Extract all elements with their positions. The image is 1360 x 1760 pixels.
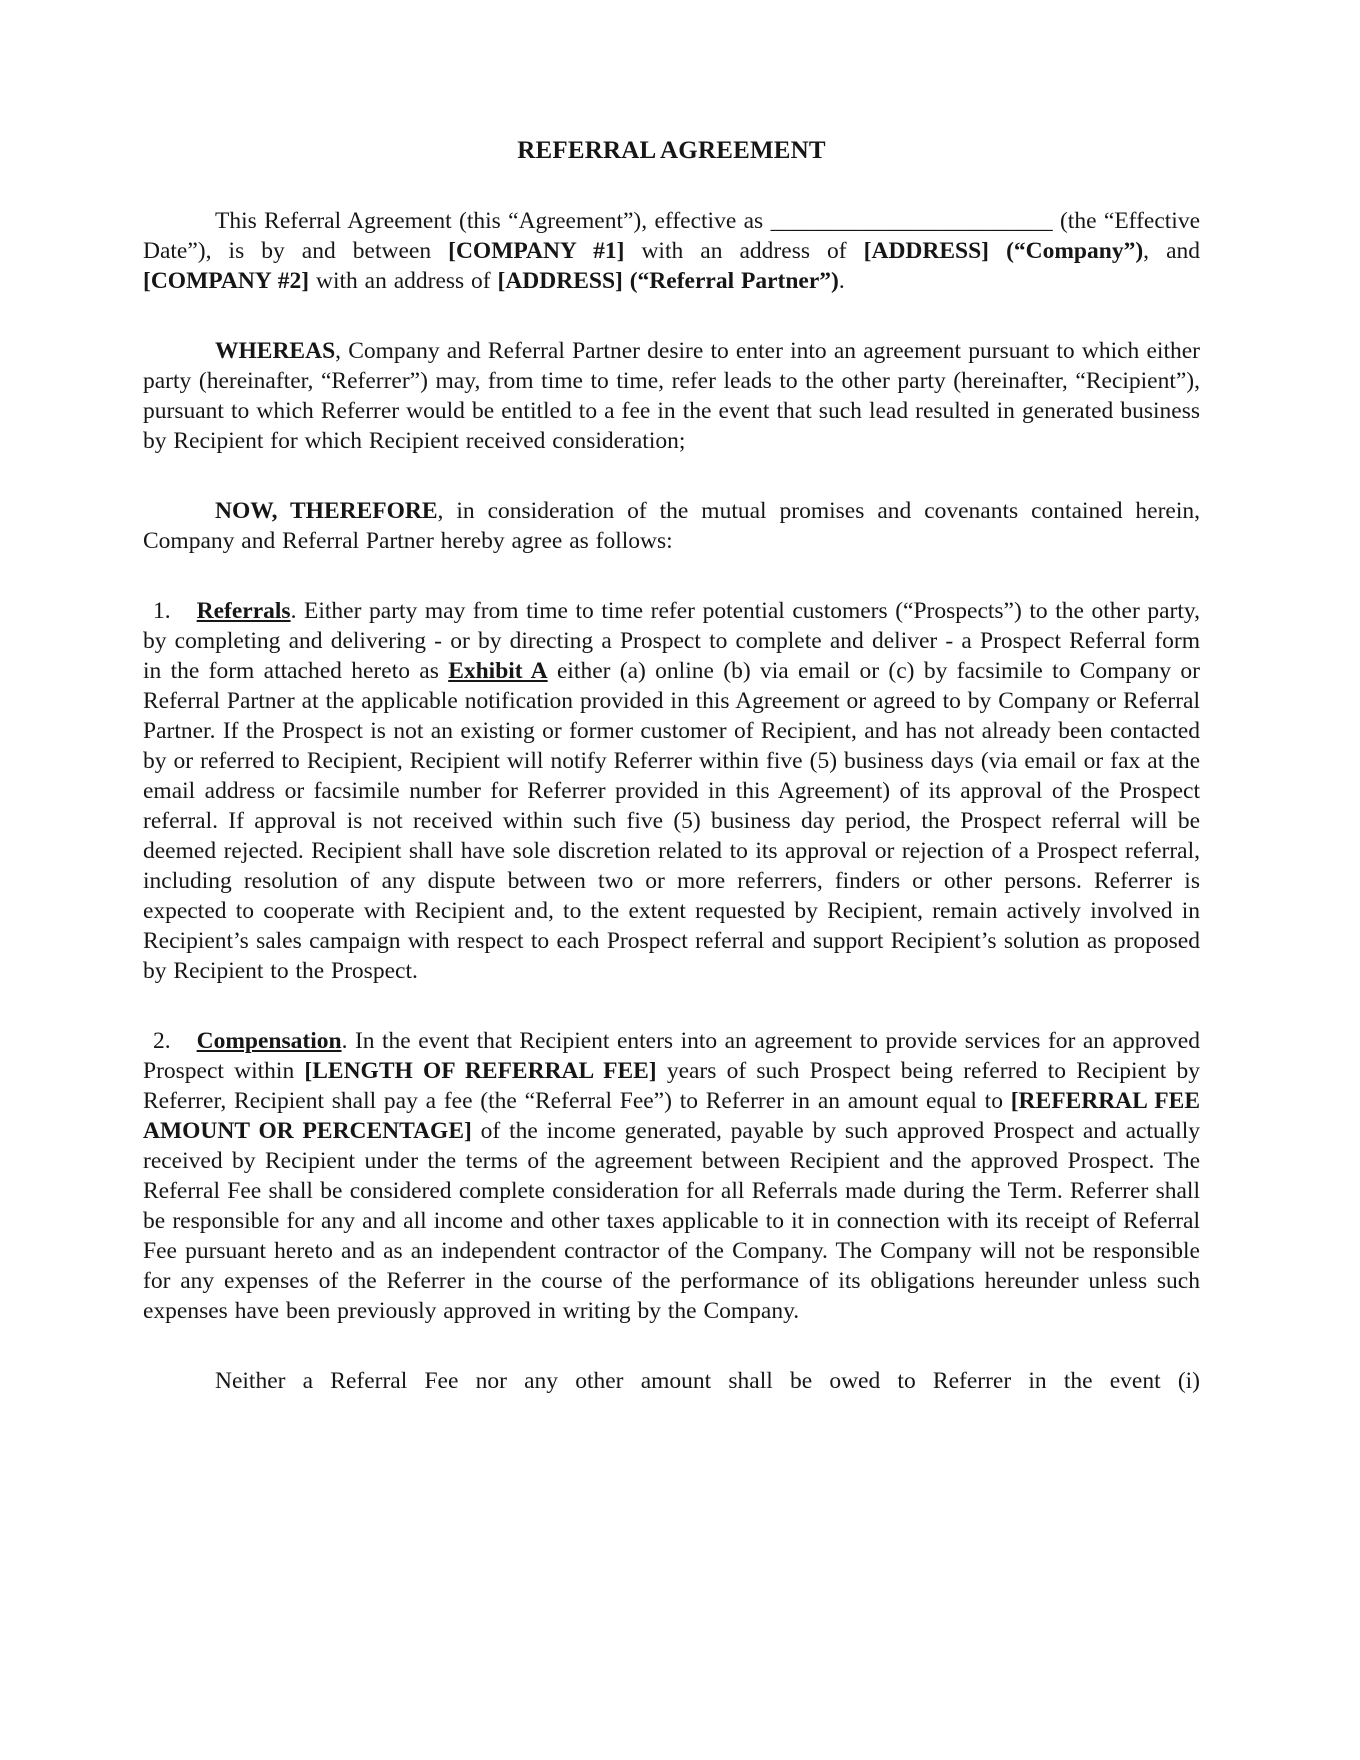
- placeholder-company-1: [COMPANY #1]: [448, 238, 625, 264]
- text-run: with an address of: [624, 238, 864, 264]
- text-run: [989, 238, 1006, 264]
- placeholder-referral-fee-amount: [REFERRAL FEE AMOUNT OR PERCENTAGE]: [143, 1088, 1200, 1144]
- document-body: [143, 206, 1200, 1396]
- text-run: . In the event that Recipient enters into an agreement to provide services for an approved Prospect within: [143, 1028, 1200, 1084]
- whereas-keyword: WHEREAS: [215, 338, 336, 364]
- text-run: , in consideration of the mutual promises and covenants contained herein, Company and Referral Partner hereby agree as follows:: [143, 498, 1200, 554]
- text-run: (the “Effective Date”), is by and between: [143, 208, 1201, 264]
- placeholder-address-1: [ADDRESS]: [863, 238, 990, 264]
- whereas-paragraph: [143, 336, 1200, 456]
- text-run: of the income generated, payable by such approved Prospect and actually received by Recipient under the terms of the agreement between Recipient and the approved Prospect. The Referral Fee shall be considered complete consideration for all Referrals made during the Term. Referrer shall be responsible for any and all income and other taxes applicable to it in connection with its receipt of Referral Fee pursuant hereto and as an independent contractor of the Company. The Company will not be responsible for any expenses of the Referrer in the course of the performance of its obligations hereunder unless such expenses have been previously approved in writing by the Company.: [143, 1118, 1200, 1324]
- defined-term-company: (“Company”): [1006, 238, 1144, 264]
- section-heading-referrals: Referrals: [196, 598, 291, 624]
- exhibit-a-reference: Exhibit A: [448, 658, 548, 684]
- text-run: years of such Prospect being referred to Recipient by Referrer, Recipient shall pay a fee (the “Referral Fee”) to Referrer in an amount equal to: [143, 1058, 1200, 1114]
- text-run: with an address of: [309, 268, 498, 294]
- continuation-paragraph: [143, 1366, 1200, 1396]
- placeholder-length-of-referral-fee: [LENGTH OF REFERRAL FEE]: [304, 1058, 657, 1084]
- text-run: Neither a Referral Fee nor any other amount shall be owed to Referrer in the event (i): [215, 1368, 1200, 1394]
- document-title: REFERRAL AGREEMENT: [517, 137, 826, 164]
- list-number-1: 1.: [153, 598, 171, 624]
- effective-date-blank: ________________________: [770, 208, 1053, 234]
- placeholder-address-2: [ADDRESS] (“Referral Partner”): [497, 268, 839, 294]
- text-run: , Company and Referral Partner desire to enter into an agreement pursuant to which either party (hereinafter, “Referrer”) may, from time to time, refer leads to the other party (hereinafter, “Recipient”), pursuant to which Referrer would be entitled to a fee in the event that such lead resulted in generated business by Recipient for which Recipient received consideration;: [143, 338, 1200, 454]
- text-run: , and: [1143, 238, 1201, 264]
- placeholder-company-2: [COMPANY #2]: [143, 268, 310, 294]
- section-heading-compensation: Compensation: [196, 1028, 342, 1054]
- text-run: . Either party may from time to time refer potential customers (“Prospects”) to the other party, by completing and delivering - or by directing a Prospect to complete and deliver - a Prospect Referral form in the form attached hereto as: [143, 598, 1200, 684]
- now-therefore-keyword: NOW, THEREFORE: [215, 498, 438, 524]
- now-therefore-paragraph: [143, 496, 1200, 556]
- text-run: .: [838, 268, 845, 294]
- section-2-compensation: [143, 1026, 1200, 1326]
- text-run: This Referral Agreement (this “Agreement”), effective as: [215, 208, 771, 234]
- intro-paragraph: [143, 206, 1200, 296]
- section-1-referrals: [143, 596, 1200, 986]
- list-number-2: 2.: [153, 1028, 171, 1054]
- text-run: either (a) online (b) via email or (c) by facsimile to Company or Referral Partner at the applicable notification provided in this Agreement or agreed to by Company or Referral Partner. If the Prospect is not an existing or former customer of Recipient, and has not already been contacted by or referred to Recipient, Recipient will notify Referrer within five (5) business days (via email or fax at the email address or facsimile number for Referrer provided in this Agreement) of its approval of the Prospect referral. If approval is not received within such five (5) business day period, the Prospect referral will be deemed rejected. Recipient shall have sole discretion related to its approval or rejection of a Prospect referral, including resolution of any dispute between two or more referrers, finders or other persons. Referrer is expected to cooperate with Recipient and, to the extent requested by Recipient, remain actively involved in Recipient’s sales campaign with respect to each Prospect referral and support Recipient’s solution as proposed by Recipient to the Prospect.: [143, 658, 1200, 984]
